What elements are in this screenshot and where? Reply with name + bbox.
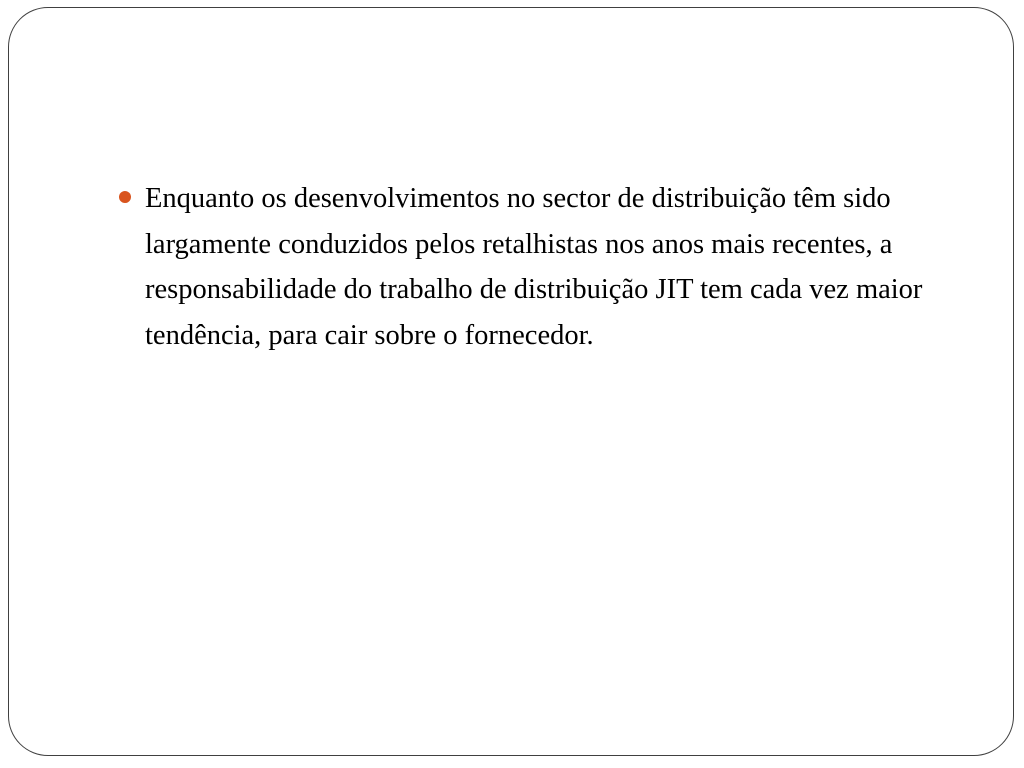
bullet-item [109, 176, 969, 358]
slide-frame [8, 7, 1014, 756]
bullet-dot-icon [119, 191, 131, 203]
slide-body [109, 176, 969, 358]
bullet-text: Enquanto os desenvolvimentos no sector de distribuição têm sido largamente conduzidos pelos retalhistas nos anos mais recentes, a responsabilidade do trabalho de distribuição JIT tem cada vez maior tendência, para cair sobre o fornecedor. [145, 183, 923, 351]
